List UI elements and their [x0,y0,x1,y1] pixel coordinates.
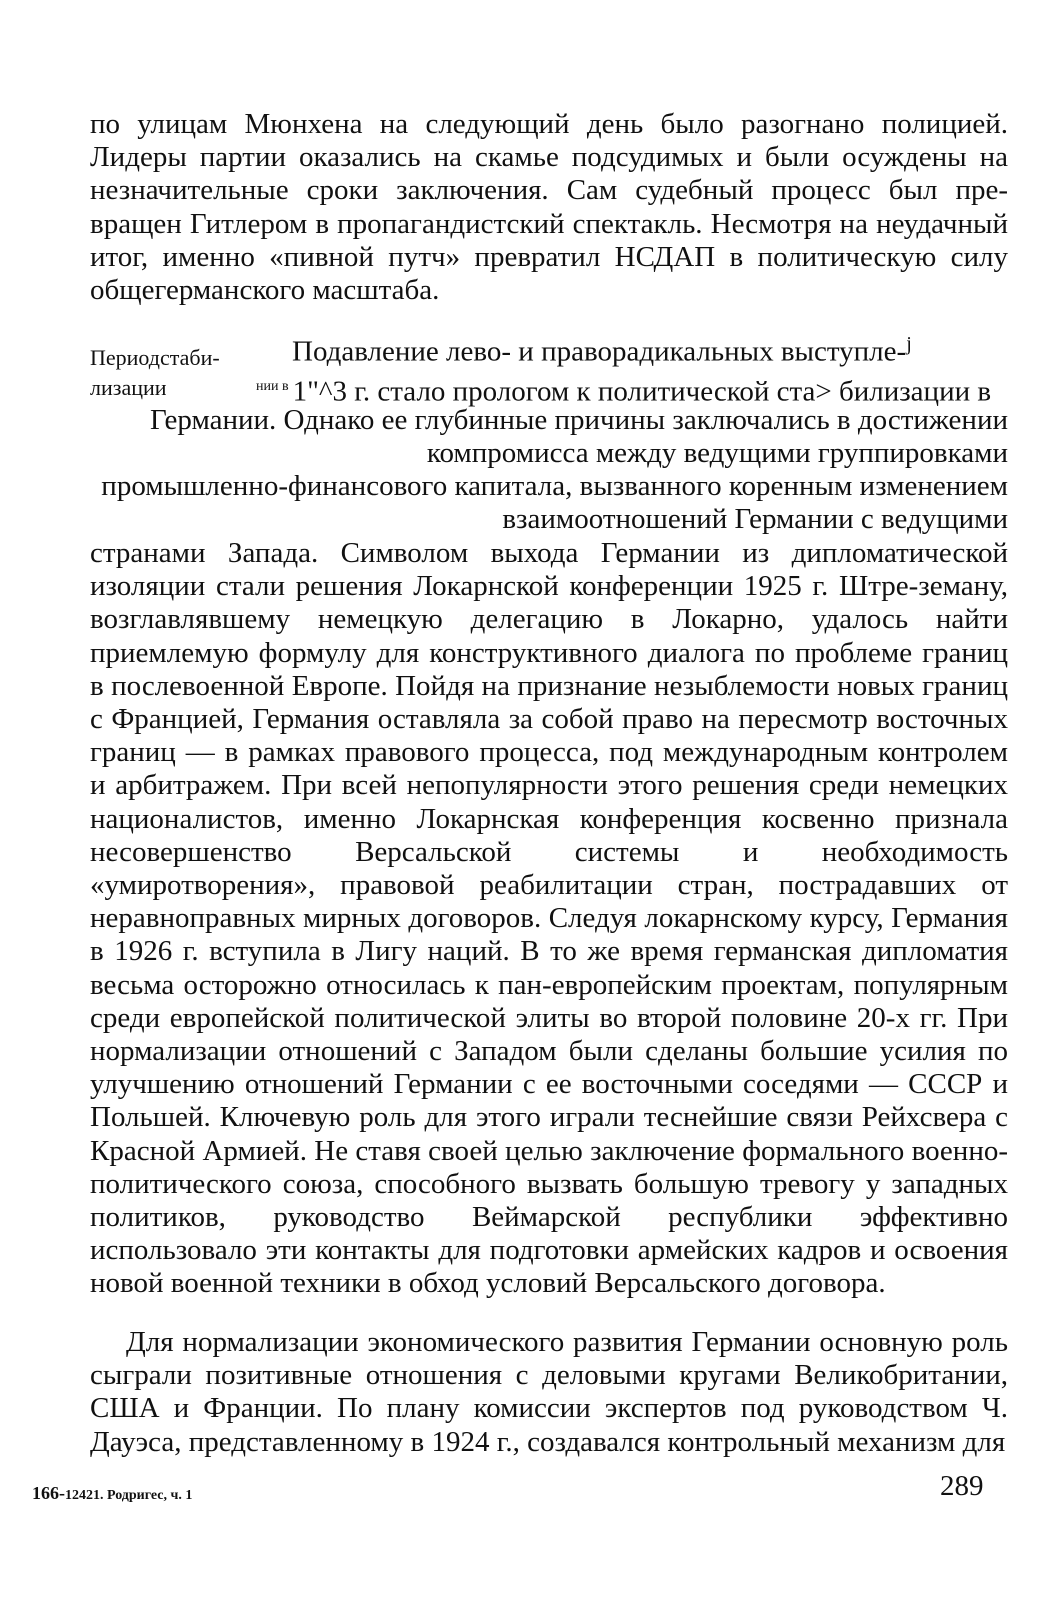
section-first-line-text: Подавление лево- и праворадикальных выступле- [292,335,907,368]
section-line-5: промышленно-финансового капитала, вызванного коренным изменением [101,470,1008,502]
section-second-line-text: 1"^3 г. стало прологом к политической ста> билизации в [292,375,992,408]
margin-note-line-1: Периодстаби- [90,345,220,370]
section-first-line-mark: j [906,333,912,355]
signature-number: 166- [32,1483,65,1503]
print-signature [32,1483,192,1504]
section-line-3: Германии. Однако ее глубинные причины заключались в достижении [149,404,1008,436]
section-line-4: компромисса между ведущими группировками [426,437,1008,469]
section-line-6: взаимоотношений Германии с ведущими [502,503,1008,535]
paragraph-3: Для нормализации экономического развития Германии основную роль сыграли позитивные отношения с деловыми кругами Великобритании, США и Франции. По плану комиссии экспертов под руководством Ч. Дауэса, представленному в 1924 г., создавался контрольный механизм для [90,1326,1008,1458]
paragraph-1: по улицам Мюнхена на следующий день было разогнано полицией. Лидеры партии оказались на скамье подсудимых и были осуждены на незначительные сроки заключения. Сам судебный процесс был пре-вращен Гитлером в пропагандистский спектакль. Несмотря на неудачный итог, именно «пивной путч» превратил НСДАП в политическую силу общегерманского масштаба. [90,108,1008,307]
section-first-line [292,328,912,369]
signature-text: 12421. Родригес, ч. 1 [65,1488,193,1503]
paragraph-2: странами Запада. Символом выхода Германии из дипломатической изоляции стали решения Локарнской конференции 1925 г. Штре-земану, возглавлявшему немецкую делегацию в Локарно, удалось найти приемлемую формулу для конструктивного диалога по проблеме границ в послевоенной Европе. Пойдя на признание незыблемости новых границ с Францией, Германия оставляла за собой право на пересмотр восточных границ — в рамках правового процесса, под международным контролем и арбитражем. При всей непопулярности этого решения среди немецких националистов, именно Локарнская конференция косвенно признала несовершенство Версальской системы и необходимость «умиротворения», правовой реабилитации стран, пострадавших от неравноправных мирных договоров. Следуя локарнскому курсу, Германия в 1926 г. вступила в Лигу наций. В то же время германская дипломатия весьма осторожно относилась к пан-европейским проектам, популярным среди европейской политической элиты во второй половине 20-х гг. При нормализации отношений с Западом были сделаны большие усилия по улучшению отношений Германии с ее восточными соседями — СССР и Польшей. Ключевую роль для этого играли теснейшие связи Рейхсвера с Красной Армией. Не ставя своей целью заключение формального военно-политического союза, способного вызвать большую тревогу у западных политиков, руководство Веймарской республики эффективно использовало эти контакты для подготовки армейских кадров и освоения новой военной техники в обход условий Версальского договора. [90,537,1008,1300]
page-number: 289 [940,1470,984,1502]
margin-note-line-2: лизации [90,375,167,400]
margin-note [90,343,220,403]
section-second-line-small: нии в [256,379,289,394]
section-second-line [256,370,991,409]
